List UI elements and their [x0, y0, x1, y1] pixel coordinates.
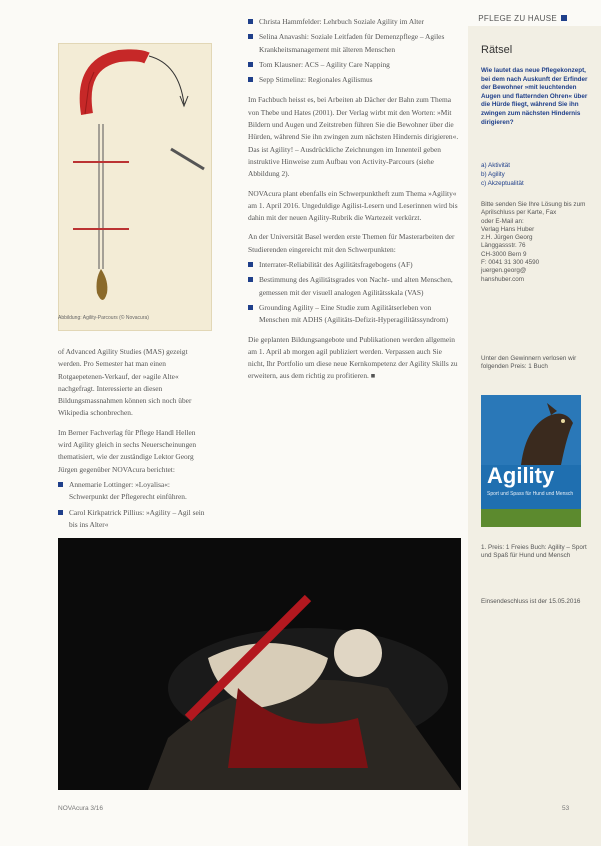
section-header: PFLEGE ZU HAUSE [478, 14, 567, 23]
contact-line: F: 0041 31 300 4590 [481, 259, 540, 267]
book-subtitle: Sport und Spass für Hund und Mensch [487, 491, 574, 497]
prize-draw-text: Unter den Gewinnern verlosen wir folgenden Preis: 1 Buch [481, 355, 577, 371]
list-item: Grounding Agility – Eine Studie zum Agilitätserleben von Menschen mit ADHS (Agilitäts-Defizit-Hyperagilitätssyndrom) [248, 302, 460, 327]
list-item: Christa Hammfelder: Lehrbuch Soziale Agility im Alter [248, 16, 460, 28]
riddle-question: Wie lautet das neue Pflegekonzept, bei dem nach Auskunft der Erfinder der Bewohner »mit leuchtenden Augen und flatternden Ohren« über die Hürde fliegt, während Sie ihn zwingen zum nächsten Hindernis dirigieren? [481, 67, 588, 126]
figure-caption: Abbildung: Agility-Parcours (© Novacura) [58, 315, 149, 321]
left-para: Im Berner Fachverlag für Pflege Handl Hellen wird Agility gleich in sechs Neuerscheinungen thematisiert, wie der zuständige Lektor Georg Jürgen gegenüber NOVAcura berichtet: [58, 427, 197, 474]
middle-column [248, 16, 460, 383]
agility-photo [58, 538, 461, 790]
dog-illustration [481, 395, 581, 465]
mid-paragraph-2: NOVAcura plant ebenfalls ein Schwerpunktheft zum Thema »Agility« am 1. April 2016. Ungeduldige Agilist-Lesern und Leserinnen wird bis dahin mit der neuen Agility-Rubrik die Wartezeit verkürzt. [248, 188, 458, 223]
riddle-options [481, 161, 589, 188]
page-number: 53 [562, 805, 570, 812]
agility-course-drawing [59, 44, 211, 314]
list-item: Interrater-Reliabilität des Agilitätsfragebogens (AF) [248, 259, 460, 271]
contact-email[interactable]: juergen.georg@ [481, 267, 527, 275]
left-bullet-list [58, 479, 208, 531]
list-item: Sepp Stimelinz: Regionales Agilismus [248, 74, 460, 86]
section-square-icon [561, 15, 567, 21]
list-item: Annemarie Lottinger: »Loyalisa«: Schwerpunkt der Pflegerecht einführen. [58, 479, 208, 504]
left-lead: of Advanced Agility Studies (MAS) gezeigt werden. Pro Semester hat man einen Rotgaepetenen-Verkauf, der »agile Alte« nachgefragt. Interessierte an diesen Bildungsmassnahmen können sich noch über Wikipedia schonbrechen. [58, 347, 192, 418]
contact-line: Aprilschluss per Karte, Fax [481, 209, 557, 217]
contact-email[interactable]: hanshuber.com [481, 275, 525, 283]
mid-paragraph-3: An der Universität Basel werden erste Themen für Masterarbeiten der Studierenden eingereicht mit den Schwerpunkten: [248, 232, 455, 254]
left-column [58, 346, 208, 534]
list-item: Bestimmung des Agilitätsgrades von Nacht- und alten Menschen, gemessen mit der visuell analogen Agilitätsskala (VAS) [248, 274, 460, 299]
publication-list [248, 16, 460, 86]
list-item: Tom Klausner: ACS – Agility Care Napping [248, 59, 460, 71]
mid-paragraph-4: Die geplanten Bildungsangebote und Publikationen werden allgemein am 1. April ab morgen agil publiziert werden. Verpassen auch Sie nicht, Ihr Portfolio um diese neue Kernkompetenz der Agility Skills zu erweitern, aus dem richtig zu profitieren. ■ [248, 334, 458, 381]
sidebar-title: Rätsel [481, 44, 513, 56]
contact-line: oder E-Mail an: [481, 217, 524, 225]
thesis-list [248, 259, 460, 326]
mid-paragraph-1: Im Fachbuch heisst es, bei Arbeiten ab Dächer der Bahn zum Thema von Thebe und Hates (2001). Der Verlag wirbt mit den Worten: »Mit Bildern und Augen und Zeitstreben führen Sie die Bewohner über die Hürden, während Sie ihn zwingen zum nächsten Hindernis dirigieren«. Das ist Agility! – Ausdrückliche Zeichnungen im Innenteil geben instruktive Hinweise zum Aufbau von Activity-Parcours (siehe Abbildung 2). [248, 95, 459, 179]
footer-issue: NOVAcura 3/16 [58, 805, 104, 812]
deadline-text: Einsendeschluss ist der 15.05.2016 [481, 598, 581, 605]
riddle-option-a: a) Aktivität [481, 162, 511, 169]
contact-line: Verlag Hans Huber [481, 225, 535, 233]
agility-figure [58, 43, 212, 331]
contact-info [481, 201, 589, 284]
contact-line: Länggassstr. 76 [481, 242, 526, 250]
riddle-option-c: c) Akzeptualität [481, 180, 524, 187]
contact-line: z.H. Jürgen Georg [481, 234, 533, 242]
riddle-option-b: b) Agility [481, 171, 505, 178]
book-cover [481, 395, 581, 527]
book-grass [481, 509, 581, 527]
list-item: Selina Anavashi: Soziale Leitfaden für Demenzpflege – Agiles Krankheitsmanagement mit älteren Menschen [248, 31, 460, 56]
list-item: Carol Kirkpatrick Pillius: »Agility – Agil sein bis ins Alter« [58, 507, 208, 532]
book-caption: 1. Preis: 1 Freies Buch: Agility – Sport und Spaß für Hund und Mensch [481, 544, 587, 560]
photo-illustration [58, 538, 461, 790]
book-title: Agility [487, 463, 555, 488]
contact-line: Bitte senden Sie Ihre Lösung bis zum [481, 201, 586, 208]
contact-line: CH-3000 Bern 9 [481, 250, 527, 258]
